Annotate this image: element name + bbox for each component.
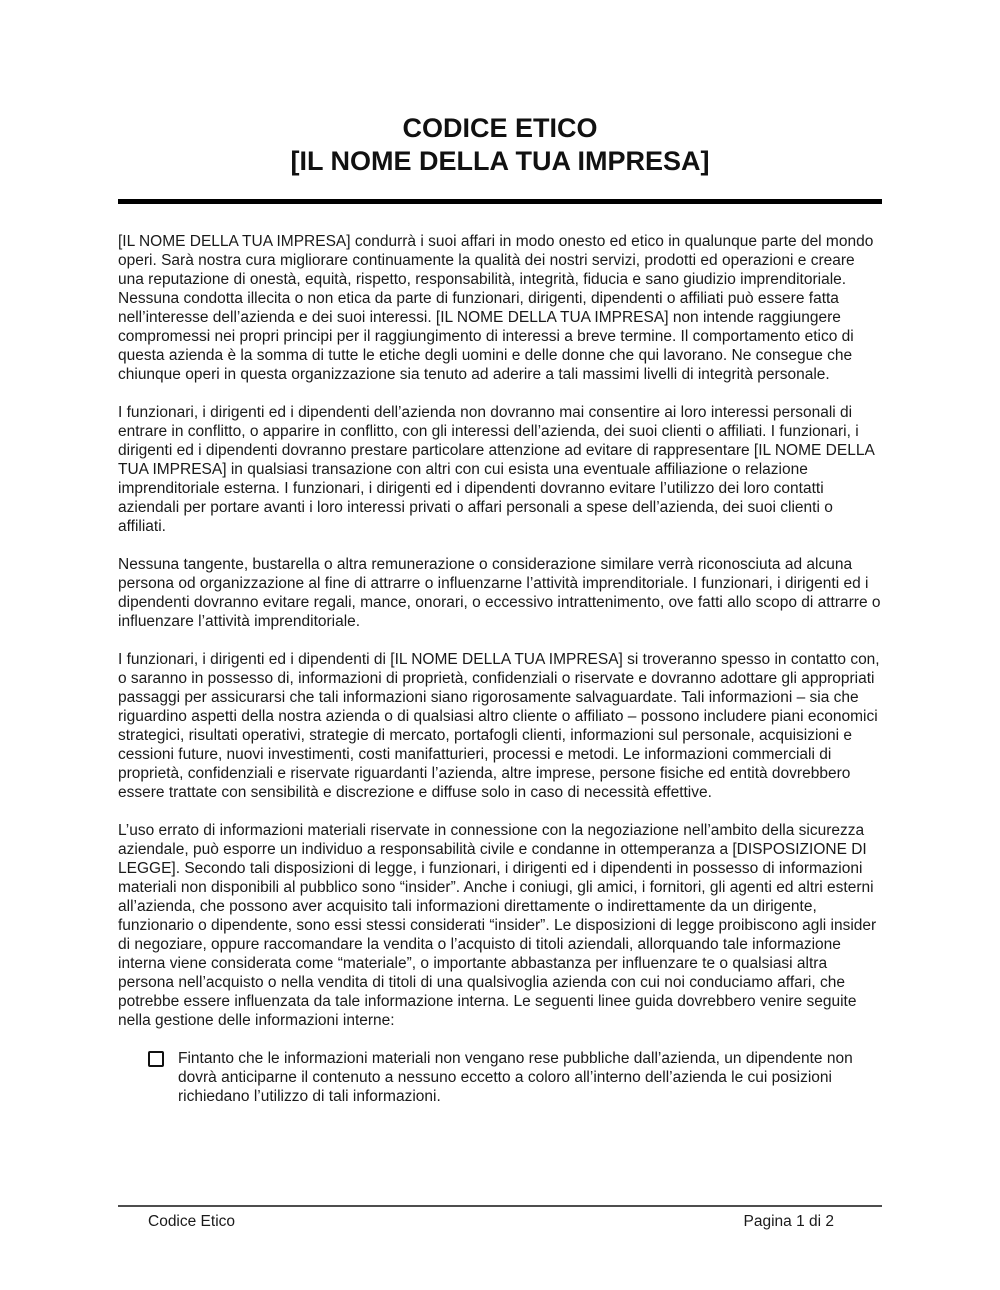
paragraph: L’uso errato di informazioni materiali riservate in connessione con la negoziazione nell’ambito della sicurezza aziendale, può esporre un individuo a responsabilità civile e condanne in ottemperanza a [DISPOSIZIONE DI LEGGE]. Secondo tali disposizioni di legge, i funzionari, i dirigenti ed i dipendenti in possesso di informazioni materiali non disponibili al pubblico sono “insider”. Anche i coniugi, gli amici, i fornitori, gli agenti ed altri esterni all’azienda, che possono aver acquisito tali informazioni direttamente o indirettamente da un dirigente, funzionario o dipendente, sono essi stessi considerati “insider”. Le disposizioni di legge proibiscono agli insider di negoziare, oppure raccomandare la vendita o l’acquisto di titoli aziendali, allorquando tale informazione interna viene considerata come “materiale”, o importante abbastanza per influenzare te o qualsiasi altra persona nell’acquisto o nella vendita di titoli di una qualsivoglia azienda con cui noi conduciamo affari, che potrebbe essere influenzata da tale informazione interna. Le seguenti linee guida dovrebbero venire seguite nella gestione delle informazioni interne: — [118, 822, 877, 1029]
footer-row — [118, 1207, 882, 1231]
paragraph: Nessuna tangente, bustarella o altra remunerazione o considerazione similare verrà riconosciuta ad alcuna persona od organizzazione al fine di attrarre o influenzarne l’attività imprenditoriale. I funzionari, i dirigenti ed i dipendenti dovranno evitare regali, mance, onorari, o eccessivo intrattenimento, ove fatti allo scopo di attrarre o influenzare l’attività imprenditoriale. — [118, 556, 881, 630]
footer-document-name: Codice Etico — [148, 1213, 236, 1230]
paragraph: I funzionari, i dirigenti ed i dipendenti dell’azienda non dovranno mai consentire ai loro interessi personali di entrare in conflitto, o apparire in conflitto, con gli interessi dell’azienda, dei suoi clienti o affiliati. I funzionari, i dirigenti ed i dipendenti dovranno prestare particolare attenzione ad evitare di rappresentare [IL NOME DELLA TUA IMPRESA] in qualsiasi transazione con altri con cui esista una eventuale affiliazione o relazione imprenditoriale esterna. I funzionari, i dirigenti ed i dipendenti dovranno evitare l’utilizzo dei loro contatti aziendali per portare avanti i loro interessi privati o affari personali a spese dell’azienda, dei suoi clienti o affiliati. — [118, 404, 874, 535]
paragraph: I funzionari, i dirigenti ed i dipendenti di [IL NOME DELLA TUA IMPRESA] si troveranno spesso in contatto con, o saranno in possesso di, informazioni di proprietà, confidenziali o riservate e dovranno adottare gli appropriati passaggi per assicurarsi che tali informazioni siano rigorosamente salvaguardate. Tali informazioni – sia che riguardino aspetti della nostra azienda o di qualsiasi altro cliente o affiliato – possono includere piani economici strategici, risultati operativi, strategie di mercato, portafogli clienti, informazioni sul personale, acquisizioni e cessioni future, nuovi investimenti, costi manifatturieri, processi e metodi. Le informazioni commerciali di proprietà, confidenziali e riservate riguardanti l’azienda, altre imprese, persone fisiche ed entità dovrebbero essere trattate con sensibilità e discrezione e diffuse solo in caso di necessità effettive. — [118, 651, 880, 801]
document-body — [118, 232, 882, 1106]
title-divider-rule — [118, 199, 882, 204]
document-content — [0, 112, 1000, 1106]
document-title — [118, 112, 882, 178]
bullet-item-text: Fintanto che le informazioni materiali non vengano rese pubbliche dall’azienda, un dipendente non dovrà anticiparne il contenuto a nessuno eccetto a coloro all’interno dell’azienda le cui posizioni richiedano l’utilizzo di tali informazioni. — [178, 1050, 853, 1105]
title-line-2: [IL NOME DELLA TUA IMPRESA] — [290, 146, 710, 176]
title-line-1: CODICE ETICO — [402, 113, 598, 143]
page-footer — [118, 1205, 882, 1231]
paragraph: [IL NOME DELLA TUA IMPRESA] condurrà i suoi affari in modo onesto ed etico in qualunque parte del mondo operi. Sarà nostra cura migliorare continuamente la qualità dei nostri servizi, prodotti ed operazioni e creare una reputazione di onestà, equità, rispetto, responsabilità, integrità, fiducia e sano giudizio imprenditoriale. Nessuna condotta illecita o non etica da parte di funzionari, dirigenti, dipendenti o affiliati può essere fatta nell’interesse dell’azienda e dei suoi interessi. [IL NOME DELLA TUA IMPRESA] non intende raggiungere compromessi nei propri principi per il raggiungimento di interessi a breve termine. Il comportamento etico di questa azienda è la somma di tutte le etiche degli uomini e delle donne che qui lavorano. Ne consegue che chiunque operi in questa organizzazione sia tenuto ad aderire a tali massimi livelli di integrità personale. — [118, 233, 874, 383]
bullet-list-item — [148, 1049, 882, 1106]
footer-page-number: Pagina 1 di 2 — [743, 1213, 834, 1230]
checkbox-square-icon — [148, 1051, 164, 1067]
